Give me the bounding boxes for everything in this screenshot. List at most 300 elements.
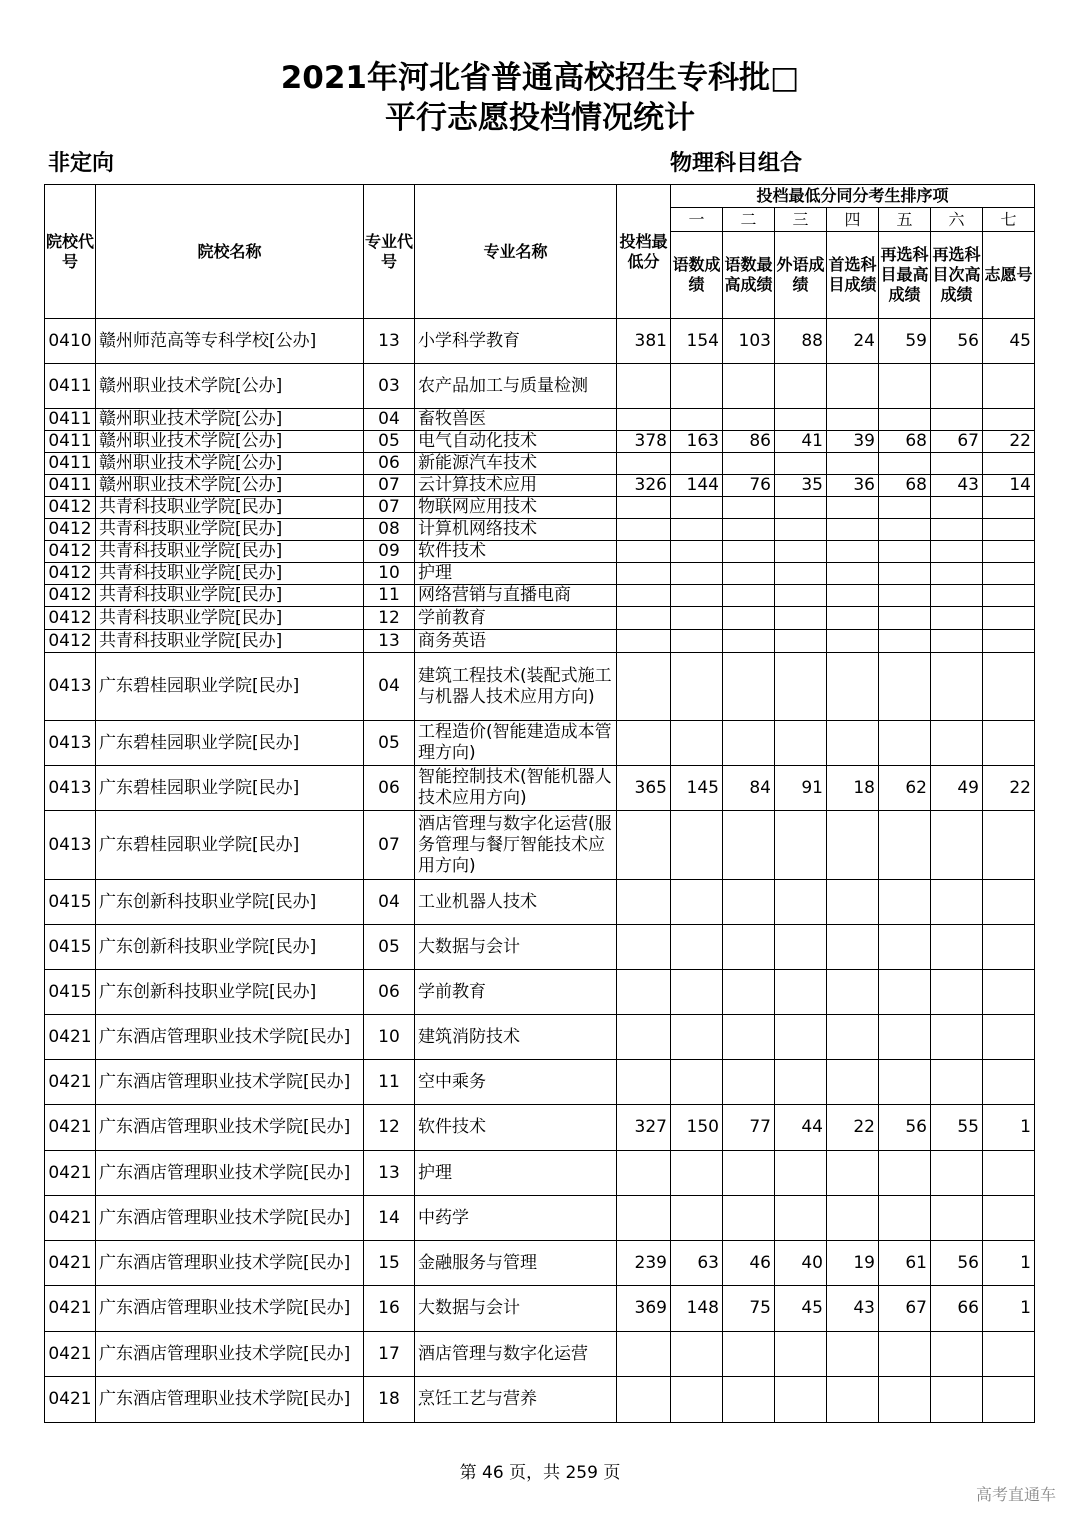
- major-name-cell: 酒店管理与数字化运营: [415, 1332, 617, 1377]
- major-code-cell: 06: [364, 970, 415, 1015]
- school-name-cell: 广东酒店管理职业技术学院[民办]: [96, 1105, 364, 1151]
- table-row: [45, 653, 1035, 721]
- school-code-cell: 0411: [45, 409, 96, 431]
- major-name-cell: 中药学: [415, 1196, 617, 1241]
- rank-item-2-cell: [723, 721, 775, 766]
- major-name-cell: 电气自动化技术: [415, 431, 617, 453]
- major-code-cell: 06: [364, 766, 415, 811]
- school-name-cell: 广东创新科技职业学院[民办]: [96, 880, 364, 925]
- rank-item-6-cell: 55: [931, 1105, 983, 1151]
- rank-item-1-cell: [671, 497, 723, 519]
- rank-item-5-cell: 59: [879, 319, 931, 364]
- min-score-cell: [617, 607, 671, 630]
- school-code-cell: 0412: [45, 497, 96, 519]
- school-code-cell: 0412: [45, 563, 96, 585]
- rank-item-4-cell: [827, 653, 879, 721]
- rank-item-6-cell: 67: [931, 431, 983, 453]
- header-rank-item: 语数最高成绩: [723, 232, 775, 319]
- rank-item-7-cell: [983, 364, 1035, 409]
- rank-item-3-cell: [775, 1060, 827, 1105]
- rank-item-5-cell: 61: [879, 1241, 931, 1286]
- min-score-cell: [617, 811, 671, 880]
- rank-item-6-cell: 66: [931, 1286, 983, 1332]
- rank-item-4-cell: [827, 519, 879, 541]
- major-code-cell: 04: [364, 880, 415, 925]
- rank-item-1-cell: [671, 925, 723, 970]
- school-name-cell: 广东酒店管理职业技术学院[民办]: [96, 1060, 364, 1105]
- rank-item-5-cell: [879, 1151, 931, 1196]
- school-name-cell: 广东酒店管理职业技术学院[民办]: [96, 1332, 364, 1377]
- min-score-cell: 369: [617, 1286, 671, 1332]
- school-name-cell: 共青科技职业学院[民办]: [96, 519, 364, 541]
- rank-item-6-cell: [931, 541, 983, 563]
- rank-item-1-cell: [671, 1060, 723, 1105]
- table-row: [45, 497, 1035, 519]
- rank-item-7-cell: [983, 653, 1035, 721]
- major-code-cell: 13: [364, 1151, 415, 1196]
- major-name-cell: 护理: [415, 1151, 617, 1196]
- major-name-cell: 网络营销与直播电商: [415, 585, 617, 607]
- table-row: [45, 475, 1035, 497]
- school-code-cell: 0412: [45, 607, 96, 630]
- rank-item-3-cell: [775, 585, 827, 607]
- rank-item-4-cell: [827, 1060, 879, 1105]
- rank-item-4-cell: [827, 1151, 879, 1196]
- rank-item-5-cell: [879, 563, 931, 585]
- rank-item-3-cell: [775, 541, 827, 563]
- table-row: [45, 563, 1035, 585]
- major-name-cell: 建筑工程技术(装配式施工与机器人技术应用方向): [415, 653, 617, 721]
- watermark: 高考直通车: [975, 1485, 1056, 1504]
- rank-item-7-cell: [983, 721, 1035, 766]
- rank-item-3-cell: [775, 653, 827, 721]
- school-code-cell: 0421: [45, 1015, 96, 1060]
- rank-item-5-cell: [879, 630, 931, 653]
- rank-item-1-cell: [671, 364, 723, 409]
- rank-item-2-cell: [723, 880, 775, 925]
- table-row: [45, 1196, 1035, 1241]
- rank-item-4-cell: [827, 1377, 879, 1423]
- rank-item-6-cell: [931, 1332, 983, 1377]
- min-score-cell: [617, 653, 671, 721]
- school-name-cell: 广东创新科技职业学院[民办]: [96, 925, 364, 970]
- rank-item-1-cell: [671, 721, 723, 766]
- school-code-cell: 0413: [45, 653, 96, 721]
- major-code-cell: 12: [364, 1105, 415, 1151]
- major-name-cell: 软件技术: [415, 1105, 617, 1151]
- rank-item-4-cell: [827, 453, 879, 475]
- major-code-cell: 07: [364, 475, 415, 497]
- table-row: [45, 766, 1035, 811]
- rank-item-3-cell: [775, 811, 827, 880]
- min-score-cell: [617, 721, 671, 766]
- rank-item-2-cell: [723, 453, 775, 475]
- rank-item-6-cell: [931, 364, 983, 409]
- header-major-name: 专业名称: [415, 185, 617, 319]
- rank-item-5-cell: [879, 585, 931, 607]
- min-score-cell: [617, 1060, 671, 1105]
- rank-item-2-cell: [723, 585, 775, 607]
- major-code-cell: 08: [364, 519, 415, 541]
- school-name-cell: 赣州师范高等专科学校[公办]: [96, 319, 364, 364]
- table-row: [45, 1332, 1035, 1377]
- rank-item-5-cell: [879, 970, 931, 1015]
- rank-item-6-cell: 49: [931, 766, 983, 811]
- rank-item-7-cell: 1: [983, 1105, 1035, 1151]
- min-score-cell: [617, 453, 671, 475]
- table-row: [45, 1015, 1035, 1060]
- rank-item-7-cell: [983, 453, 1035, 475]
- header-school-code: 院校代号: [45, 185, 96, 319]
- major-code-cell: 04: [364, 409, 415, 431]
- rank-item-2-cell: [723, 1377, 775, 1423]
- rank-item-5-cell: 68: [879, 431, 931, 453]
- min-score-cell: [617, 563, 671, 585]
- school-code-cell: 0421: [45, 1377, 96, 1423]
- major-code-cell: 09: [364, 541, 415, 563]
- min-score-cell: [617, 364, 671, 409]
- major-code-cell: 04: [364, 653, 415, 721]
- rank-item-7-cell: [983, 1377, 1035, 1423]
- rank-item-5-cell: [879, 1060, 931, 1105]
- rank-item-3-cell: [775, 563, 827, 585]
- rank-item-3-cell: [775, 364, 827, 409]
- major-name-cell: 工程造价(智能建造成本管理方向): [415, 721, 617, 766]
- rank-item-1-cell: [671, 970, 723, 1015]
- category-left: 非定向: [48, 151, 115, 176]
- rank-item-2-cell: [723, 925, 775, 970]
- major-name-cell: 学前教育: [415, 970, 617, 1015]
- rank-item-6-cell: [931, 519, 983, 541]
- doc-title-line1: 2021年河北省普通高校招生专科批□: [280, 60, 800, 96]
- rank-item-6-cell: [931, 653, 983, 721]
- rank-item-2-cell: [723, 811, 775, 880]
- rank-item-7-cell: [983, 519, 1035, 541]
- major-name-cell: 物联网应用技术: [415, 497, 617, 519]
- rank-item-3-cell: 88: [775, 319, 827, 364]
- min-score-cell: [617, 519, 671, 541]
- school-code-cell: 0412: [45, 585, 96, 607]
- rank-item-3-cell: 40: [775, 1241, 827, 1286]
- rank-item-7-cell: [983, 585, 1035, 607]
- header-rank-item: 语数成绩: [671, 232, 723, 319]
- rank-item-7-cell: [983, 497, 1035, 519]
- school-name-cell: 广东碧桂园职业学院[民办]: [96, 721, 364, 766]
- rank-item-4-cell: [827, 607, 879, 630]
- rank-item-1-cell: [671, 541, 723, 563]
- min-score-cell: [617, 541, 671, 563]
- rank-item-4-cell: [827, 970, 879, 1015]
- rank-item-3-cell: [775, 925, 827, 970]
- rank-item-7-cell: [983, 630, 1035, 653]
- major-code-cell: 17: [364, 1332, 415, 1377]
- rank-item-3-cell: 45: [775, 1286, 827, 1332]
- school-name-cell: 广东酒店管理职业技术学院[民办]: [96, 1015, 364, 1060]
- rank-item-4-cell: 22: [827, 1105, 879, 1151]
- school-name-cell: 广东酒店管理职业技术学院[民办]: [96, 1286, 364, 1332]
- header-rank-item: 外语成绩: [775, 232, 827, 319]
- rank-item-5-cell: [879, 409, 931, 431]
- table-row: [45, 585, 1035, 607]
- major-name-cell: 农产品加工与质量检测: [415, 364, 617, 409]
- school-name-cell: 广东碧桂园职业学院[民办]: [96, 811, 364, 880]
- rank-item-1-cell: [671, 585, 723, 607]
- rank-item-4-cell: 19: [827, 1241, 879, 1286]
- min-score-cell: 381: [617, 319, 671, 364]
- rank-item-4-cell: [827, 563, 879, 585]
- rank-item-4-cell: [827, 925, 879, 970]
- min-score-cell: [617, 1151, 671, 1196]
- header-order: 五: [879, 208, 931, 232]
- rank-item-7-cell: [983, 811, 1035, 880]
- rank-item-7-cell: 45: [983, 319, 1035, 364]
- school-code-cell: 0410: [45, 319, 96, 364]
- school-code-cell: 0415: [45, 880, 96, 925]
- table-row: [45, 925, 1035, 970]
- rank-item-3-cell: 91: [775, 766, 827, 811]
- rank-item-7-cell: [983, 1151, 1035, 1196]
- school-name-cell: 赣州职业技术学院[公办]: [96, 475, 364, 497]
- major-code-cell: 05: [364, 721, 415, 766]
- table-row: [45, 1286, 1035, 1332]
- rank-item-5-cell: [879, 519, 931, 541]
- major-name-cell: 建筑消防技术: [415, 1015, 617, 1060]
- school-code-cell: 0411: [45, 453, 96, 475]
- school-name-cell: 广东酒店管理职业技术学院[民办]: [96, 1241, 364, 1286]
- header-order: 七: [983, 208, 1035, 232]
- rank-item-3-cell: 35: [775, 475, 827, 497]
- rank-item-6-cell: [931, 453, 983, 475]
- rank-item-2-cell: [723, 563, 775, 585]
- rank-item-4-cell: [827, 541, 879, 563]
- table-body: [45, 319, 1035, 1423]
- rank-item-2-cell: [723, 364, 775, 409]
- school-name-cell: 赣州职业技术学院[公办]: [96, 431, 364, 453]
- rank-item-7-cell: [983, 1015, 1035, 1060]
- school-name-cell: 广东酒店管理职业技术学院[民办]: [96, 1196, 364, 1241]
- rank-item-2-cell: [723, 653, 775, 721]
- table-row: [45, 1060, 1035, 1105]
- major-code-cell: 18: [364, 1377, 415, 1423]
- major-code-cell: 07: [364, 811, 415, 880]
- rank-item-1-cell: 144: [671, 475, 723, 497]
- rank-item-5-cell: [879, 364, 931, 409]
- rank-item-3-cell: [775, 1151, 827, 1196]
- rank-item-6-cell: [931, 880, 983, 925]
- header-rank-item: 首选科目成绩: [827, 232, 879, 319]
- rank-item-4-cell: 39: [827, 431, 879, 453]
- rank-item-1-cell: 63: [671, 1241, 723, 1286]
- major-name-cell: 空中乘务: [415, 1060, 617, 1105]
- page-footer: 第 46 页，共 259 页: [459, 1463, 621, 1483]
- rank-item-6-cell: [931, 585, 983, 607]
- rank-item-1-cell: [671, 1196, 723, 1241]
- rank-item-1-cell: [671, 519, 723, 541]
- rank-item-5-cell: [879, 880, 931, 925]
- table-row: [45, 1241, 1035, 1286]
- min-score-cell: [617, 497, 671, 519]
- major-name-cell: 金融服务与管理: [415, 1241, 617, 1286]
- min-score-cell: [617, 585, 671, 607]
- major-code-cell: 11: [364, 585, 415, 607]
- rank-item-3-cell: 41: [775, 431, 827, 453]
- school-code-cell: 0413: [45, 811, 96, 880]
- rank-item-4-cell: [827, 497, 879, 519]
- table-row: [45, 880, 1035, 925]
- major-code-cell: 10: [364, 1015, 415, 1060]
- rank-item-3-cell: [775, 721, 827, 766]
- major-code-cell: 03: [364, 364, 415, 409]
- rank-item-4-cell: 36: [827, 475, 879, 497]
- rank-item-6-cell: [931, 1060, 983, 1105]
- rank-item-5-cell: 62: [879, 766, 931, 811]
- header-min-score: 投档最低分: [617, 185, 671, 319]
- rank-item-7-cell: 22: [983, 766, 1035, 811]
- school-code-cell: 0421: [45, 1196, 96, 1241]
- major-name-cell: 畜牧兽医: [415, 409, 617, 431]
- rank-item-3-cell: [775, 880, 827, 925]
- school-name-cell: 广东碧桂园职业学院[民办]: [96, 653, 364, 721]
- min-score-cell: 327: [617, 1105, 671, 1151]
- header-school-name: 院校名称: [96, 185, 364, 319]
- rank-item-5-cell: [879, 811, 931, 880]
- rank-item-6-cell: [931, 1377, 983, 1423]
- major-name-cell: 商务英语: [415, 630, 617, 653]
- min-score-cell: 365: [617, 766, 671, 811]
- header-rank-item: 再选科目最高成绩: [879, 232, 931, 319]
- rank-item-5-cell: [879, 497, 931, 519]
- school-name-cell: 赣州职业技术学院[公办]: [96, 364, 364, 409]
- rank-item-6-cell: [931, 497, 983, 519]
- rank-item-2-cell: 86: [723, 431, 775, 453]
- rank-item-1-cell: [671, 409, 723, 431]
- rank-item-7-cell: [983, 880, 1035, 925]
- rank-item-4-cell: [827, 364, 879, 409]
- table-row: [45, 1377, 1035, 1423]
- school-name-cell: 共青科技职业学院[民办]: [96, 541, 364, 563]
- major-name-cell: 烹饪工艺与营养: [415, 1377, 617, 1423]
- rank-item-6-cell: 43: [931, 475, 983, 497]
- rank-item-7-cell: 1: [983, 1241, 1035, 1286]
- rank-item-4-cell: [827, 880, 879, 925]
- major-name-cell: 大数据与会计: [415, 1286, 617, 1332]
- major-code-cell: 15: [364, 1241, 415, 1286]
- rank-item-6-cell: [931, 1151, 983, 1196]
- table-row: [45, 811, 1035, 880]
- major-code-cell: 10: [364, 563, 415, 585]
- school-name-cell: 共青科技职业学院[民办]: [96, 630, 364, 653]
- rank-item-4-cell: [827, 630, 879, 653]
- major-name-cell: 新能源汽车技术: [415, 453, 617, 475]
- rank-item-5-cell: [879, 653, 931, 721]
- rank-item-6-cell: 56: [931, 1241, 983, 1286]
- major-name-cell: 学前教育: [415, 607, 617, 630]
- school-code-cell: 0413: [45, 721, 96, 766]
- table-row: [45, 1151, 1035, 1196]
- school-name-cell: 赣州职业技术学院[公办]: [96, 409, 364, 431]
- rank-item-7-cell: [983, 409, 1035, 431]
- rank-item-5-cell: 56: [879, 1105, 931, 1151]
- rank-item-6-cell: [931, 630, 983, 653]
- rank-item-6-cell: [931, 970, 983, 1015]
- admission-table: [44, 184, 1035, 1423]
- major-code-cell: 05: [364, 431, 415, 453]
- rank-item-5-cell: [879, 1015, 931, 1060]
- major-code-cell: 05: [364, 925, 415, 970]
- school-code-cell: 0411: [45, 364, 96, 409]
- rank-item-4-cell: [827, 1015, 879, 1060]
- rank-item-3-cell: 44: [775, 1105, 827, 1151]
- min-score-cell: 239: [617, 1241, 671, 1286]
- school-name-cell: 赣州职业技术学院[公办]: [96, 453, 364, 475]
- header-rank-item: 再选科目次高成绩: [931, 232, 983, 319]
- major-code-cell: 07: [364, 497, 415, 519]
- rank-item-5-cell: [879, 925, 931, 970]
- category-right: 物理科目组合: [670, 151, 803, 176]
- table-row: [45, 364, 1035, 409]
- table-row: [45, 409, 1035, 431]
- rank-item-2-cell: [723, 497, 775, 519]
- rank-item-1-cell: [671, 607, 723, 630]
- table-row: [45, 607, 1035, 630]
- table-row: [45, 431, 1035, 453]
- rank-item-7-cell: [983, 607, 1035, 630]
- school-code-cell: 0415: [45, 925, 96, 970]
- rank-item-7-cell: 1: [983, 1286, 1035, 1332]
- major-code-cell: 13: [364, 319, 415, 364]
- rank-item-6-cell: [931, 721, 983, 766]
- table-row: [45, 319, 1035, 364]
- rank-item-1-cell: [671, 1015, 723, 1060]
- rank-item-3-cell: [775, 453, 827, 475]
- header-rank-group: 投档最低分同分考生排序项: [671, 185, 1035, 208]
- rank-item-2-cell: 76: [723, 475, 775, 497]
- rank-item-5-cell: [879, 1196, 931, 1241]
- rank-item-3-cell: [775, 970, 827, 1015]
- rank-item-4-cell: 24: [827, 319, 879, 364]
- major-code-cell: 06: [364, 453, 415, 475]
- min-score-cell: [617, 1332, 671, 1377]
- school-code-cell: 0421: [45, 1105, 96, 1151]
- rank-item-5-cell: [879, 1377, 931, 1423]
- rank-item-5-cell: [879, 453, 931, 475]
- rank-item-1-cell: 150: [671, 1105, 723, 1151]
- major-code-cell: 13: [364, 630, 415, 653]
- major-code-cell: 12: [364, 607, 415, 630]
- rank-item-5-cell: 68: [879, 475, 931, 497]
- major-name-cell: 工业机器人技术: [415, 880, 617, 925]
- table-row: [45, 970, 1035, 1015]
- rank-item-3-cell: [775, 519, 827, 541]
- rank-item-4-cell: [827, 409, 879, 431]
- rank-item-1-cell: [671, 1151, 723, 1196]
- rank-item-5-cell: [879, 541, 931, 563]
- header-order: 一: [671, 208, 723, 232]
- rank-item-4-cell: 43: [827, 1286, 879, 1332]
- min-score-cell: [617, 409, 671, 431]
- rank-item-3-cell: [775, 1015, 827, 1060]
- school-code-cell: 0412: [45, 630, 96, 653]
- table-row: [45, 721, 1035, 766]
- rank-item-4-cell: [827, 721, 879, 766]
- major-name-cell: 酒店管理与数字化运营(服务管理与餐厅智能技术应用方向): [415, 811, 617, 880]
- major-code-cell: 11: [364, 1060, 415, 1105]
- table-row: [45, 453, 1035, 475]
- rank-item-4-cell: [827, 585, 879, 607]
- major-name-cell: 智能控制技术(智能机器人技术应用方向): [415, 766, 617, 811]
- rank-item-3-cell: [775, 409, 827, 431]
- school-code-cell: 0415: [45, 970, 96, 1015]
